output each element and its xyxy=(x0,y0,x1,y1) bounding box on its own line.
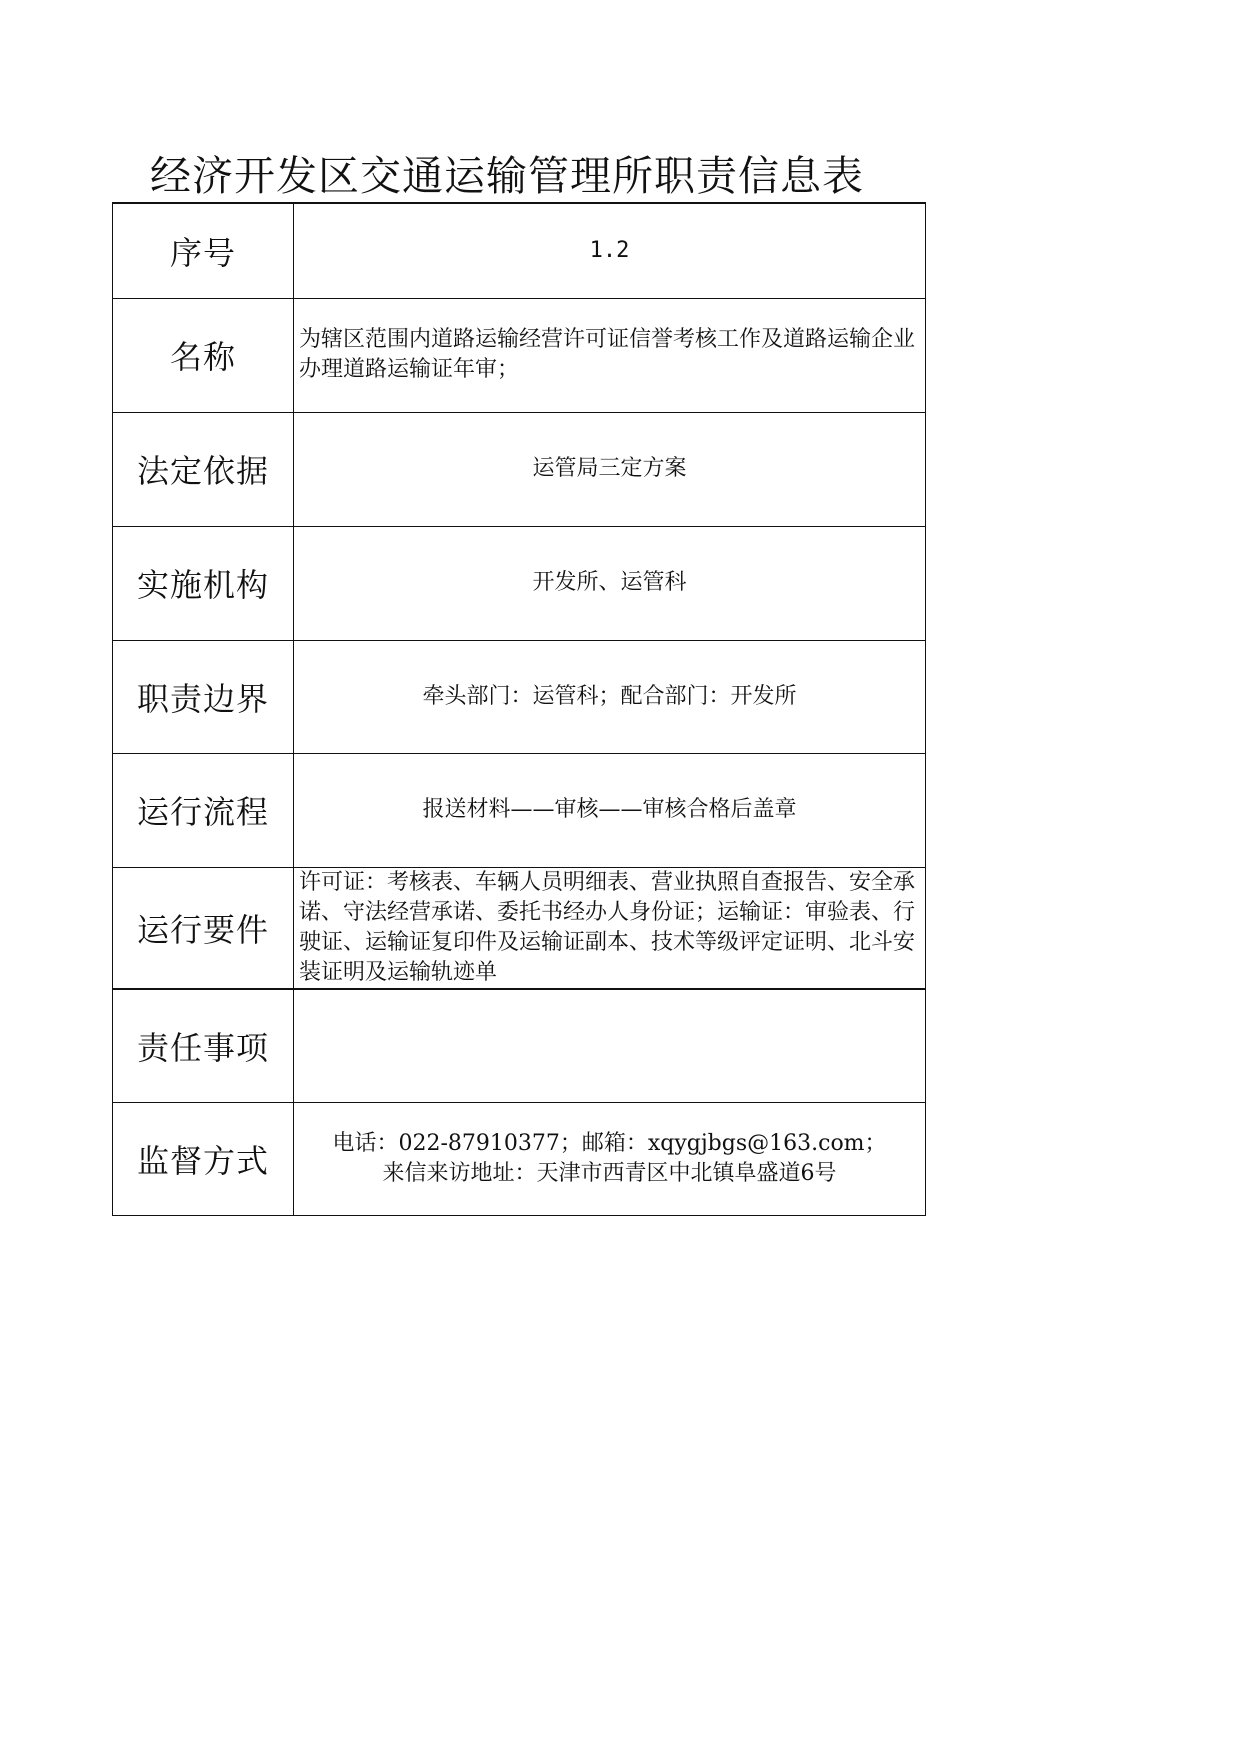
table-row-name xyxy=(113,298,926,412)
row-label-responsibility-boundary: 职责边界 xyxy=(113,640,294,753)
row-value-operation-process: 报送材料——审核——审核合格后盖章 xyxy=(294,753,926,867)
page-title: 经济开发区交通运输管理所职责信息表 xyxy=(150,152,864,200)
row-label-operation-requirements: 运行要件 xyxy=(113,867,294,989)
row-label-legal-basis: 法定依据 xyxy=(113,412,294,526)
supervision-contact-address: 来信来访地址：天津市西青区中北镇阜盛道6号 xyxy=(382,1161,837,1186)
row-label-serial-number: 序号 xyxy=(113,203,294,298)
row-value-operation-requirements: 许可证：考核表、车辆人员明细表、营业执照自查报告、安全承诺、守法经营承诺、委托书经办人身份证；运输证：审验表、行驶证、运输证复印件及运输证副本、技术等级评定证明、北斗安装证明及运输轨迹单 xyxy=(294,867,926,989)
supervision-contact-phone-email: 电话：022-87910377；邮箱：xqygjbgs@163.com； xyxy=(332,1131,887,1156)
row-label-name: 名称 xyxy=(113,298,294,412)
row-label-implementing-agency: 实施机构 xyxy=(113,526,294,640)
table-row-serial-number xyxy=(113,203,926,298)
row-label-responsibility-items: 责任事项 xyxy=(113,989,294,1103)
row-value-implementing-agency: 开发所、运管科 xyxy=(294,526,926,640)
table-row-implementing-agency xyxy=(113,526,926,640)
table-row-responsibility-items xyxy=(113,989,926,1103)
table-row-operation-process xyxy=(113,753,926,867)
row-label-operation-process: 运行流程 xyxy=(113,753,294,867)
row-label-supervision-method: 监督方式 xyxy=(113,1103,294,1216)
responsibility-info-table xyxy=(112,202,926,1216)
row-value-legal-basis: 运管局三定方案 xyxy=(294,412,926,526)
row-value-responsibility-boundary: 牵头部门：运管科；配合部门：开发所 xyxy=(294,640,926,753)
table-row-operation-requirements xyxy=(113,867,926,989)
row-value-serial-number: 1.2 xyxy=(294,203,926,298)
table-row-supervision-method xyxy=(113,1103,926,1216)
table-row-responsibility-boundary xyxy=(113,640,926,753)
row-value-responsibility-items xyxy=(294,989,926,1103)
row-value-supervision-method xyxy=(294,1103,926,1216)
row-value-name: 为辖区范围内道路运输经营许可证信誉考核工作及道路运输企业办理道路运输证年审； xyxy=(294,298,926,412)
table-row-legal-basis xyxy=(113,412,926,526)
